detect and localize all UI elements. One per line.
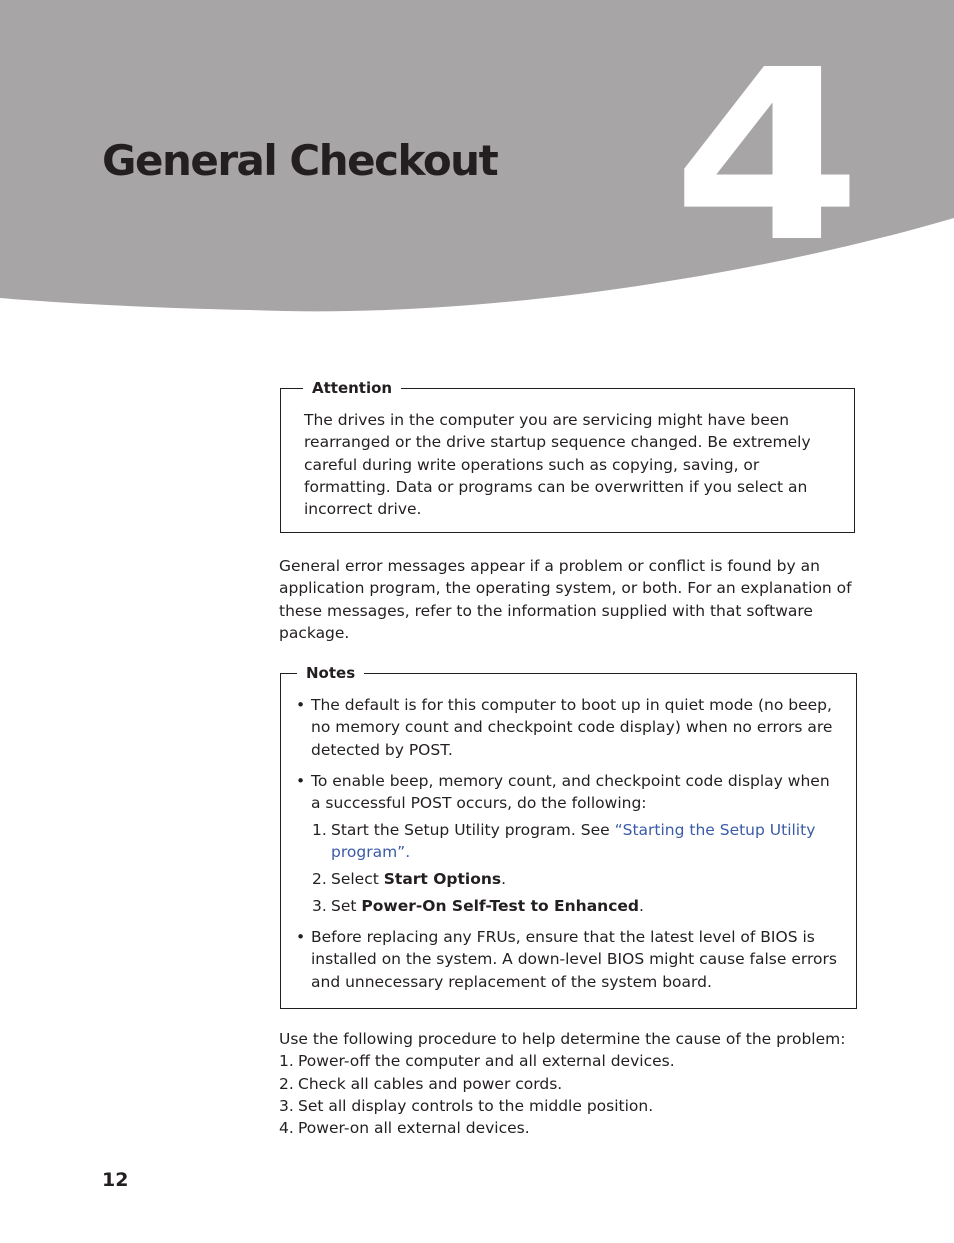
chapter-number: 4 [672, 19, 862, 294]
step-number: 1. [312, 821, 327, 839]
notes-label: Notes [297, 663, 364, 683]
attention-label: Attention [303, 378, 401, 398]
bullet: • [296, 772, 306, 790]
procedure-step [279, 1073, 879, 1095]
procedure-step [279, 1095, 879, 1117]
step-number: 3. [312, 897, 327, 915]
step-text: Start the Setup Utility program. See [331, 821, 615, 839]
step-number: 4. [279, 1119, 294, 1138]
note-text: The default is for this computer to boot up in quiet mode (no beep, no memory count and checkpoint code display) when no errors are detected by POST. [311, 696, 833, 759]
step-number: 1. [279, 1052, 294, 1071]
attention-box [280, 379, 855, 533]
step-suffix: . [639, 897, 644, 915]
step-number: 2. [279, 1074, 294, 1093]
step-number: 2. [312, 870, 327, 888]
step-suffix: . [405, 843, 411, 862]
procedure [279, 1028, 879, 1139]
setup-step [312, 868, 832, 890]
step-number: 3. [279, 1096, 294, 1115]
note-text: To enable beep, memory count, and checkpoint code display when a successful POST occurs, do the following: [311, 772, 830, 813]
bullet: • [296, 928, 306, 946]
notes-box [280, 664, 857, 1009]
step-text: Check all cables and power cords. [298, 1074, 563, 1093]
note-item [296, 694, 841, 761]
attention-text: The drives in the computer you are servicing might have been rearranged or the drive startup sequence changed. Be extremely careful during write operations such as copying, saving, or formatting. Data or programs can be overwritten if you select an incorrect drive. [304, 411, 811, 519]
setup-step [312, 819, 832, 864]
bullet: • [296, 696, 306, 714]
step-text: Set [331, 897, 362, 915]
setup-step [312, 895, 832, 917]
setup-utility-link[interactable]: “Starting the Setup Utility program” [331, 821, 816, 862]
step-text: Power-off the computer and all external devices. [298, 1052, 675, 1071]
procedure-step [279, 1050, 879, 1072]
step-bold: Power-On Self-Test to Enhanced [361, 897, 639, 915]
note-item [296, 770, 841, 815]
step-text: Select [331, 870, 384, 888]
step-text: Power-on all external devices. [298, 1119, 530, 1138]
procedure-intro: Use the following procedure to help determine the cause of the problem: [279, 1030, 846, 1048]
step-bold: Start Options [383, 870, 502, 888]
step-text: Set all display controls to the middle position. [298, 1096, 654, 1115]
procedure-step [279, 1117, 879, 1139]
page-number: 12 [102, 1169, 129, 1191]
step-suffix: . [501, 870, 507, 888]
chapter-title: General Checkout [102, 136, 498, 185]
note-item [296, 926, 841, 993]
intro-paragraph: General error messages appear if a problem or conflict is found by an application program, the operating system, or both. For an explanation of these messages, refer to the information supplied with that software package. [279, 557, 852, 642]
note-text: Before replacing any FRUs, ensure that the latest level of BIOS is installed on the system. A down-level BIOS might cause false errors and unnecessary replacement of the system board. [311, 928, 837, 991]
